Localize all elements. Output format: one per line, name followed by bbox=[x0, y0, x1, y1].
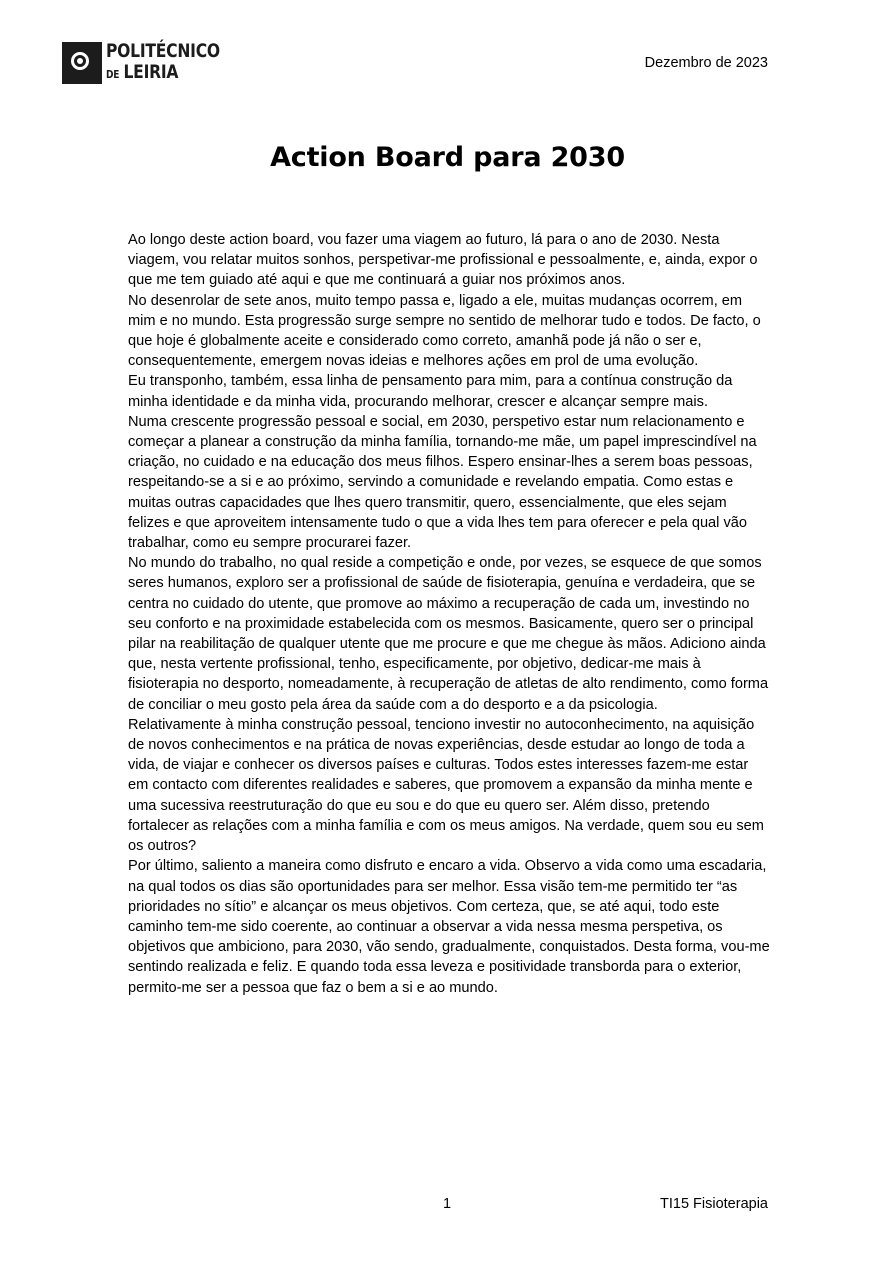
footer-course: TI15 Fisioterapia bbox=[660, 1196, 768, 1212]
paragraph-change: No desenrolar de sete anos, muito tempo passa e, ligado a ele, muitas mudanças ocorrem, em mim e no mundo. Esta progressão surge sempre no sentido de melhorar tudo e todos. De facto, o que hoje é globalmente aceite e considerado como correto, amanhã pode já não o ser e, consequentemente, emergem novas ideias e melhores ações em prol de uma evolução. bbox=[128, 292, 761, 370]
paragraph-conclusion: Por último, saliento a maneira como disfruto e encaro a vida. Observo a vida como uma escadaria, na qual todos os dias são oportunidades para ser melhor. Essa visão tem-me permitido ter “as prioridades no sítio” e alcançar os meus objetivos. Com certeza, que, se até aqui, todo este caminho tem-me sido coerente, ao continuar a observar a vida nessa mesma perspetiva, os objetivos que ambiciono, para 2030, vão sendo, gradualmente, conquistados. Desta forma, vou-me sentindo realizada e feliz. E quando toda essa leveza e positividade transborda para o exterior, permito-me ser a pessoa que faz o bem a si e ao mundo. bbox=[128, 858, 770, 996]
paragraph-family: Numa crescente progressão pessoal e social, em 2030, perspetivo estar num relacionamento e começar a planear a construção da minha família, tornando-me mãe, um papel imprescindível na criação, no cuidado e na educação dos meus filhos. Espero ensinar-lhes a serem boas pessoas, respeitando-se a si e ao próximo, servindo a comunidade e revelando empatia. Como estas e muitas outras capacidades que lhes quero transmitir, quero, essencialmente, que eles sejam felizes e que aproveitem intensamente tudo o que a vida lhes tem para oferecer e pela qual vão trabalhar, como eu sempre procurarei fazer. bbox=[128, 413, 757, 552]
logo-line-2-name: LEIRIA bbox=[123, 61, 179, 83]
header-date: Dezembro de 2023 bbox=[644, 55, 768, 71]
paragraph-intro: Ao longo deste action board, vou fazer uma viagem ao futuro, lá para o ano de 2030. Nesta viagem, vou relatar muitos sonhos, perspetivar-me profissional e pessoalmente, e, ainda, expor o que me tem guiado até aqui e que me continuará a guiar nos próximos anos. bbox=[128, 232, 758, 289]
paragraph-identity: Eu transponho, também, essa linha de pensamento para mim, para a contínua construção da minha identidade e da minha vida, procurando melhorar, crescer e alcançar sempre mais. bbox=[128, 373, 733, 410]
document-title: Action Board para 2030 bbox=[270, 142, 625, 173]
logo-line-2-prefix: DE bbox=[106, 68, 120, 81]
logo-line-1: POLITÉCNICO bbox=[106, 40, 220, 62]
institution-logo bbox=[62, 42, 245, 86]
paragraph-personal: Relativamente à minha construção pessoal, tenciono investir no autoconhecimento, na aquisição de novos conhecimentos e na prática de novas experiências, desde estudar ao longo de toda a vida, de viajar e conhecer os diversos países e culturas. Todos estes interesses fazem-me estar em contacto com diferentes realidades e saberes, que promovem a expansão da minha mente e uma sucessiva reestruturação do que eu sou e do que eu quero ser. Além disso, pretendo fortalecer as relações com a minha família e com os meus amigos. Na verdade, quem sou eu sem os outros? bbox=[128, 716, 764, 855]
logo-wordmark bbox=[106, 42, 245, 82]
paragraph-work: No mundo do trabalho, no qual reside a competição e onde, por vezes, se esquece de que somos seres humanos, exploro ser a profissional de saúde de fisioterapia, genuína e verdadeira, que se centra no cuidado do utente, que promove ao máximo a recuperação de cada um, investindo no seu conforto e na proximidade estabelecida com os mesmos. Basicamente, quero ser o principal pilar na reabilitação de qualquer utente que me procure e que me chegue às mãos. Adiciono ainda que, nesta vertente profissional, tenho, especificamente, por objetivo, dedicar-me mais à fisioterapia no desporto, nomeadamente, à recuperação de atletas de alto rendimento, como forma de conciliar o meu gosto pela área da saúde com a do desporto e a da psicologia. bbox=[128, 555, 769, 713]
page-number: 1 bbox=[443, 1196, 452, 1212]
logo-mark-icon bbox=[62, 42, 102, 84]
document-body bbox=[128, 230, 770, 998]
logo-line-2 bbox=[106, 63, 220, 82]
